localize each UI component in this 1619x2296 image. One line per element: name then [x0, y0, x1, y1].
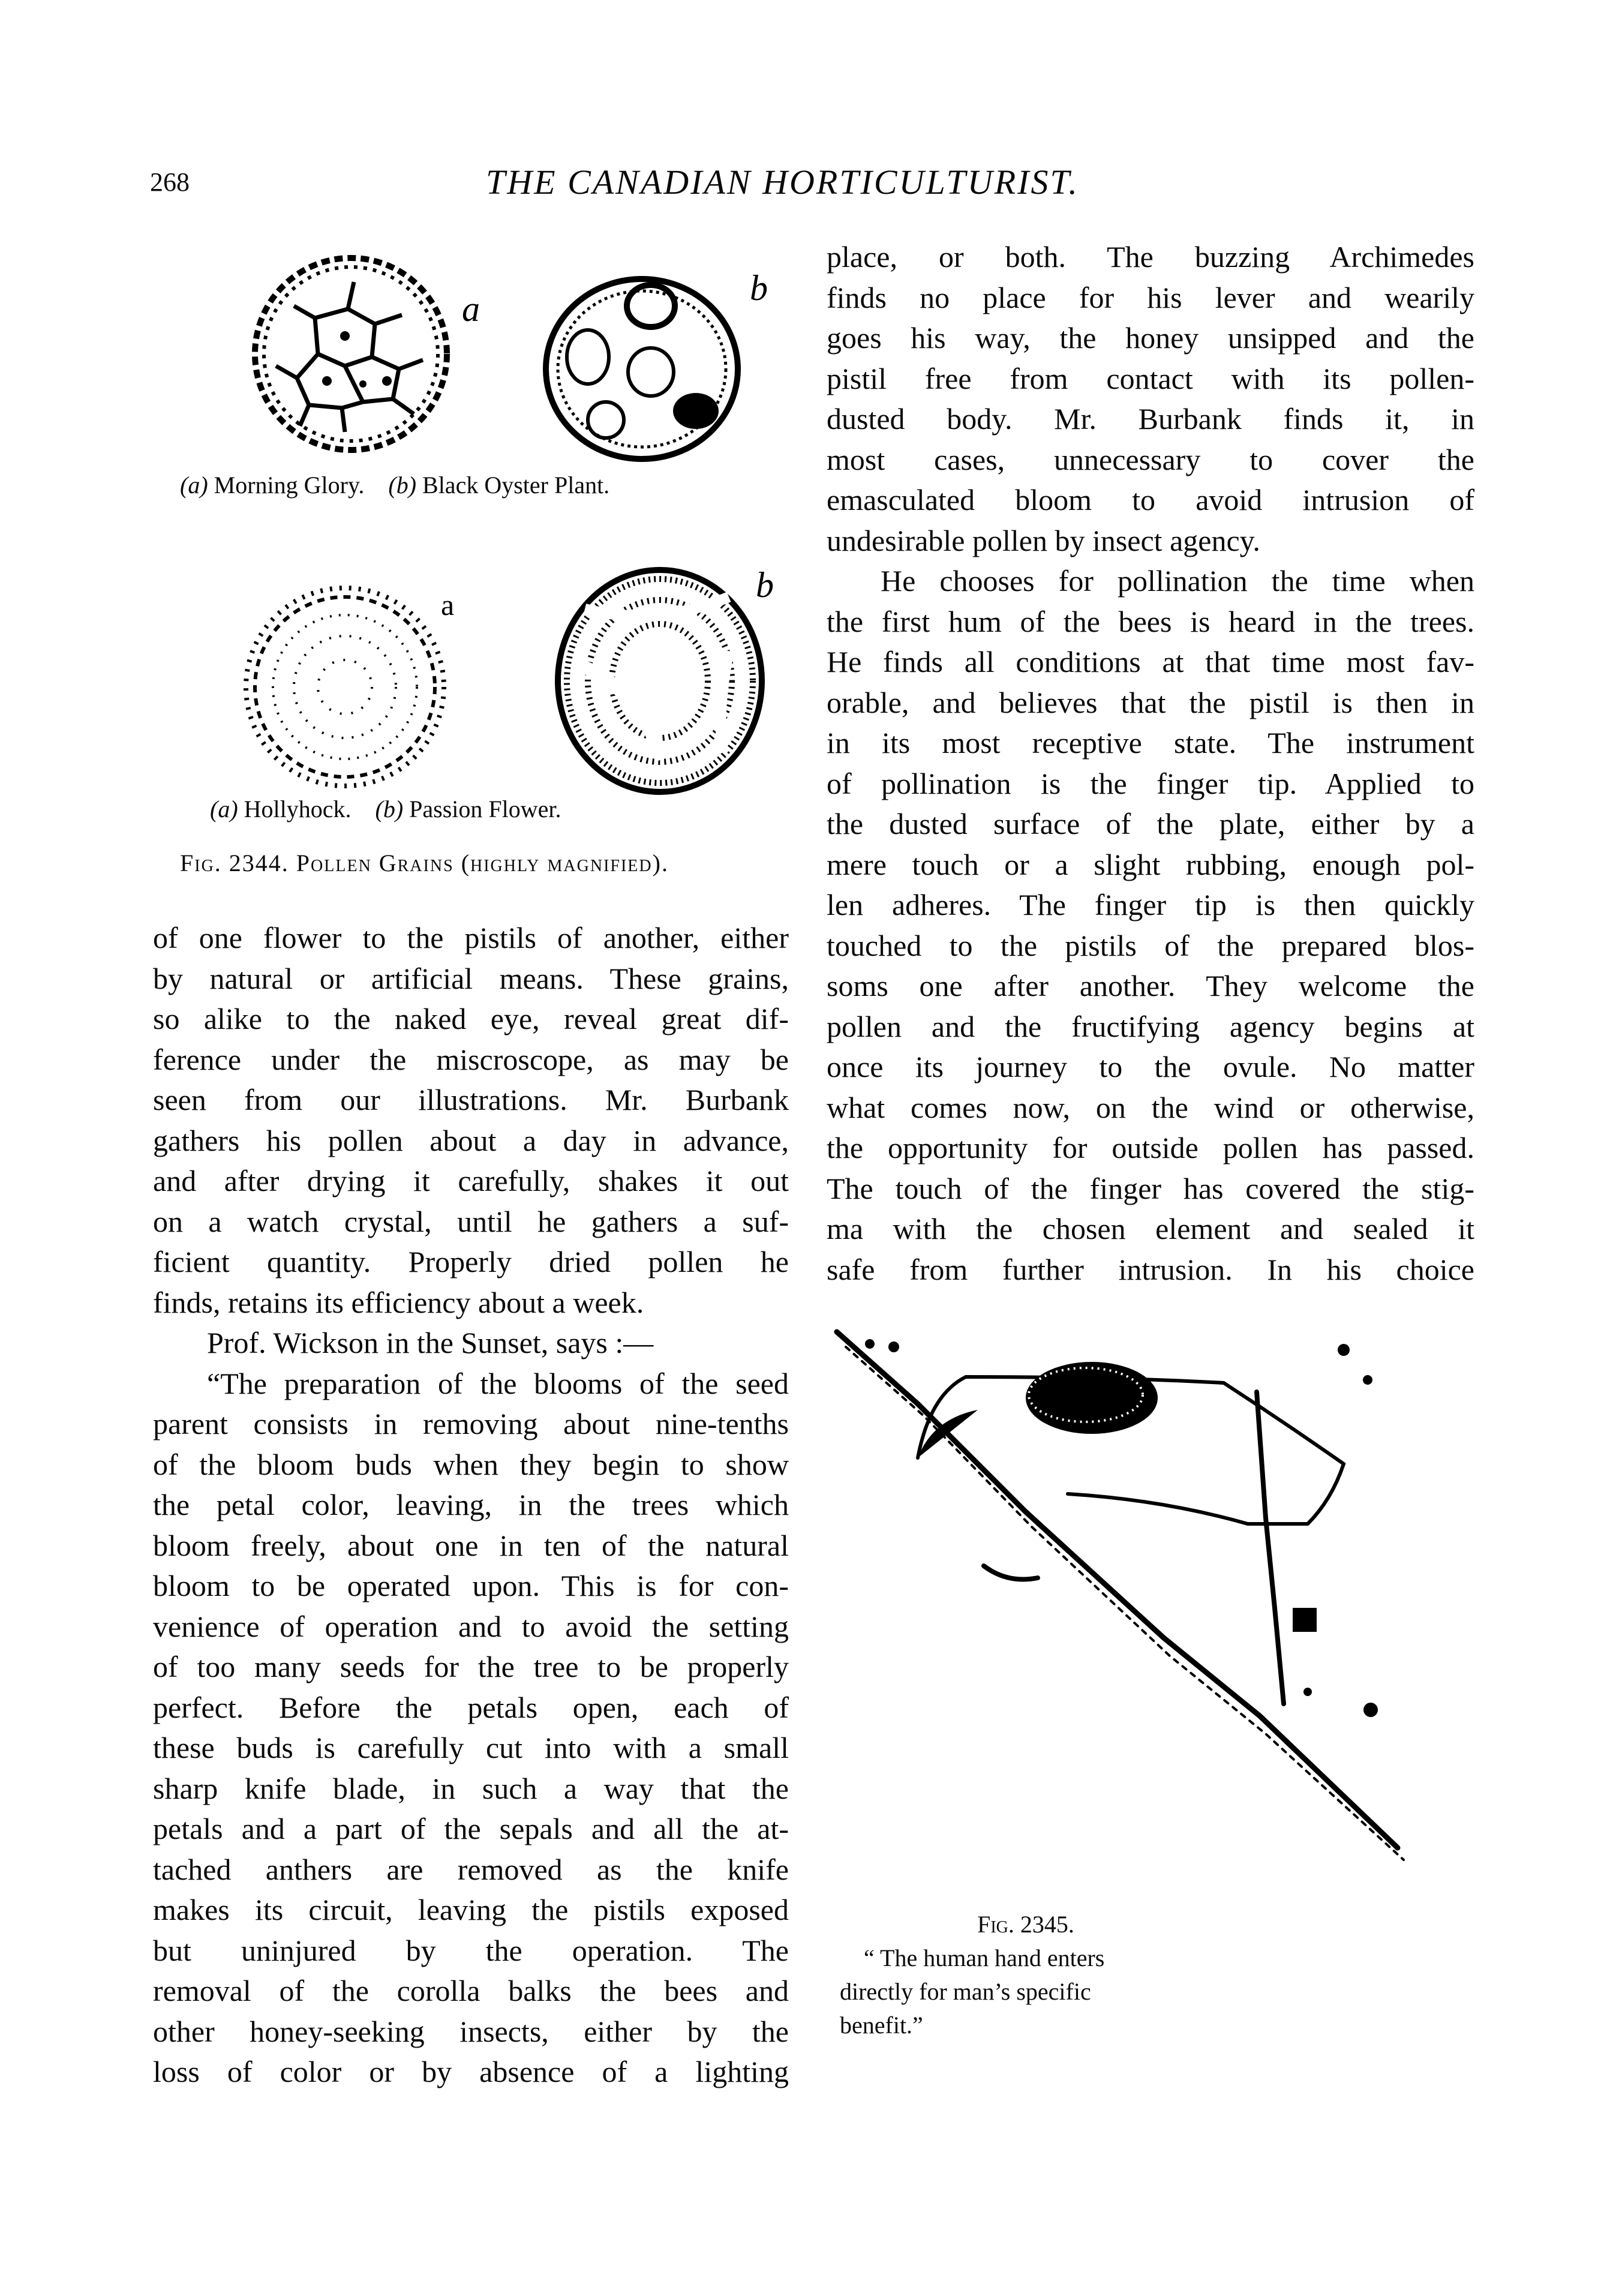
text-line: pollen and the fructifying agency begins at	[827, 1009, 1474, 1043]
text-line: undesirable pollen by insect agency.	[827, 523, 1260, 557]
text-line: goes his way, the honey unsipped and the	[827, 321, 1474, 355]
text-line: these buds is carefully cut into with a small	[153, 1731, 789, 1764]
text-line: other honey-seeking insects, either by the	[153, 2014, 789, 2048]
grain-body	[255, 258, 447, 450]
text-line: once its journey to the ovule. No matter	[827, 1050, 1474, 1084]
label-paren: (a)	[210, 796, 238, 823]
figure-number: Fig. 2345.	[977, 1911, 1074, 1938]
attribution-line	[153, 1323, 789, 1364]
text-line: on a watch crystal, until he gathers a suf-	[153, 1204, 789, 1238]
label-passion-flower: Passion Flower.	[409, 796, 561, 823]
text-line: len adheres. The finger tip is then quickly	[827, 888, 1474, 922]
caption-row-top	[180, 471, 609, 499]
text-line: perfect. Before the petals open, each of	[153, 1690, 789, 1724]
text-line: the petal color, leaving, in the trees which	[153, 1488, 789, 1521]
figure-caption-2345	[840, 1908, 1212, 2042]
label-black-oyster-plant: Black Oyster Plant.	[422, 472, 610, 499]
figure-pollen-grains	[180, 246, 816, 894]
running-title: THE CANADIAN HORTICULTURIST.	[486, 163, 1079, 202]
text-line: by natural or artificial means. These grains,	[153, 961, 789, 995]
left-column	[153, 918, 789, 2093]
label-paren: (b)	[388, 472, 417, 499]
text-line: finds, retains its efficiency about a week.	[153, 1285, 644, 1319]
grain-body	[558, 570, 762, 792]
text-line: He chooses for pollination the time when	[881, 564, 1474, 598]
text-line: sharp knife blade, in such a way that the	[153, 1771, 789, 1805]
text-line: place, or both. The buzzing Archimedes	[827, 240, 1474, 274]
page-number: 268	[150, 167, 190, 197]
text-line: soms one after another. They welcome the	[827, 969, 1474, 1003]
text-line: parent consists in removing about nine-tenths	[153, 1407, 789, 1440]
text-line: petals and a part of the sepals and all the at-	[153, 1812, 789, 1845]
text-line: dusted body. Mr. Burbank finds it, in	[827, 402, 1474, 436]
figure-caption-2344: Fig. 2344. Pollen Grains (highly magnified).	[180, 850, 669, 877]
text-line: removal of the corolla balks the bees and	[153, 1974, 789, 2007]
grain-body	[246, 588, 444, 786]
hollyhock-pollen-illustration	[237, 570, 513, 798]
caption-line: benefit.”	[840, 2012, 923, 2039]
text-line: tached anthers are removed as the knife	[153, 1852, 789, 1886]
bud-mark	[984, 1566, 1038, 1580]
text-line: most cases, unnecessary to cover the	[827, 442, 1474, 476]
thumb-shade	[918, 1410, 978, 1458]
caption-line: directly for man’s specific	[840, 1978, 1091, 2005]
text-line: bloom freely, about one in ten of the natural	[153, 1528, 789, 1562]
paragraph-archimedes	[827, 237, 1474, 561]
text-line: The touch of the finger has covered the stig-	[827, 1171, 1474, 1205]
caption-line: “ The human hand enters	[864, 1944, 1105, 1971]
grain-letter: a	[462, 289, 480, 329]
text-line: ma with the chosen element and sealed it	[827, 1212, 1474, 1245]
text-line: the opportunity for outside pollen has passed.	[827, 1131, 1474, 1164]
text-line: “The preparation of the blooms of the seed	[207, 1366, 789, 1400]
text-line: of one flower to the pistils of another, either	[153, 921, 789, 955]
text-line: pistil free from contact with its pollen-	[827, 361, 1474, 395]
label-paren: (b)	[375, 796, 404, 823]
right-column	[827, 237, 1474, 1290]
text-line: seen from our illustrations. Mr. Burbank	[153, 1083, 789, 1117]
text-line: ficient quantity. Properly dried pollen he	[153, 1245, 789, 1278]
text-line: so alike to the naked eye, reveal great dif-	[153, 1002, 789, 1036]
label-morning-glory: Morning Glory.	[214, 472, 365, 499]
morning-glory-pollen-illustration	[243, 246, 519, 474]
shaded-fingertip	[1026, 1362, 1158, 1434]
grain-letter: a	[441, 588, 455, 622]
text-line: of the bloom buds when they begin to show	[153, 1447, 789, 1481]
text-line: venience of operation and to avoid the setting	[153, 1609, 789, 1643]
side-branch	[1257, 1392, 1284, 1704]
quote-paragraph	[153, 1364, 789, 2093]
text-line: finds no place for his lever and wearily	[827, 280, 1474, 314]
leaf-shade	[1293, 1608, 1317, 1632]
text-line: but uninjured by the operation. The	[153, 1933, 789, 1967]
paragraph-pollination-time	[827, 561, 1474, 1290]
text-line: He finds all conditions at that time most fav-	[827, 645, 1474, 679]
text-line: makes its circuit, leaving the pistils exposed	[153, 1893, 789, 1926]
text-line: loss of color or by absence of a lighting	[153, 2055, 789, 2088]
label-paren: (a)	[180, 472, 208, 499]
text-line: mere touch or a slight rubbing, enough pol-	[827, 847, 1474, 881]
text-line: bloom to be operated upon. This is for con-	[153, 1569, 789, 1602]
text-line: gathers his pollen about a day in advance,	[153, 1123, 789, 1157]
grain-letter: b	[756, 565, 774, 605]
text-line: Prof. Wickson in the Sunset, says :—	[207, 1326, 654, 1359]
grain-body	[546, 279, 738, 459]
text-line: the dusted surface of the plate, either by a	[827, 807, 1474, 841]
text-line: ference under the miscroscope, as may be	[153, 1042, 789, 1076]
paragraph-pollen-grains	[153, 918, 789, 1323]
grain-letter: b	[750, 268, 768, 308]
text-line: the first hum of the bees is heard in the trees.	[827, 604, 1474, 638]
text-line: orable, and believes that the pistil is then in	[827, 685, 1474, 719]
text-line: safe from further intrusion. In his choice	[827, 1252, 1474, 1286]
black-oyster-plant-pollen-illustration	[540, 267, 792, 474]
text-line: emasculated bloom to avoid intrusion of	[827, 483, 1474, 517]
text-line: and after drying it carefully, shakes it out	[153, 1164, 789, 1197]
text-line: in its most receptive state. The instrument	[827, 726, 1474, 760]
text-line: of too many seeds for the tree to be properly	[153, 1650, 789, 1683]
caption-row-bottom	[210, 795, 561, 823]
text-line: touched to the pistils of the prepared blos-	[827, 928, 1474, 962]
text-line: of pollination is the finger tip. Applied to	[827, 766, 1474, 800]
label-hollyhock: Hollyhock.	[244, 796, 352, 823]
text-line: what comes now, on the wind or otherwise,	[827, 1090, 1474, 1124]
passion-flower-pollen-illustration	[549, 561, 801, 795]
